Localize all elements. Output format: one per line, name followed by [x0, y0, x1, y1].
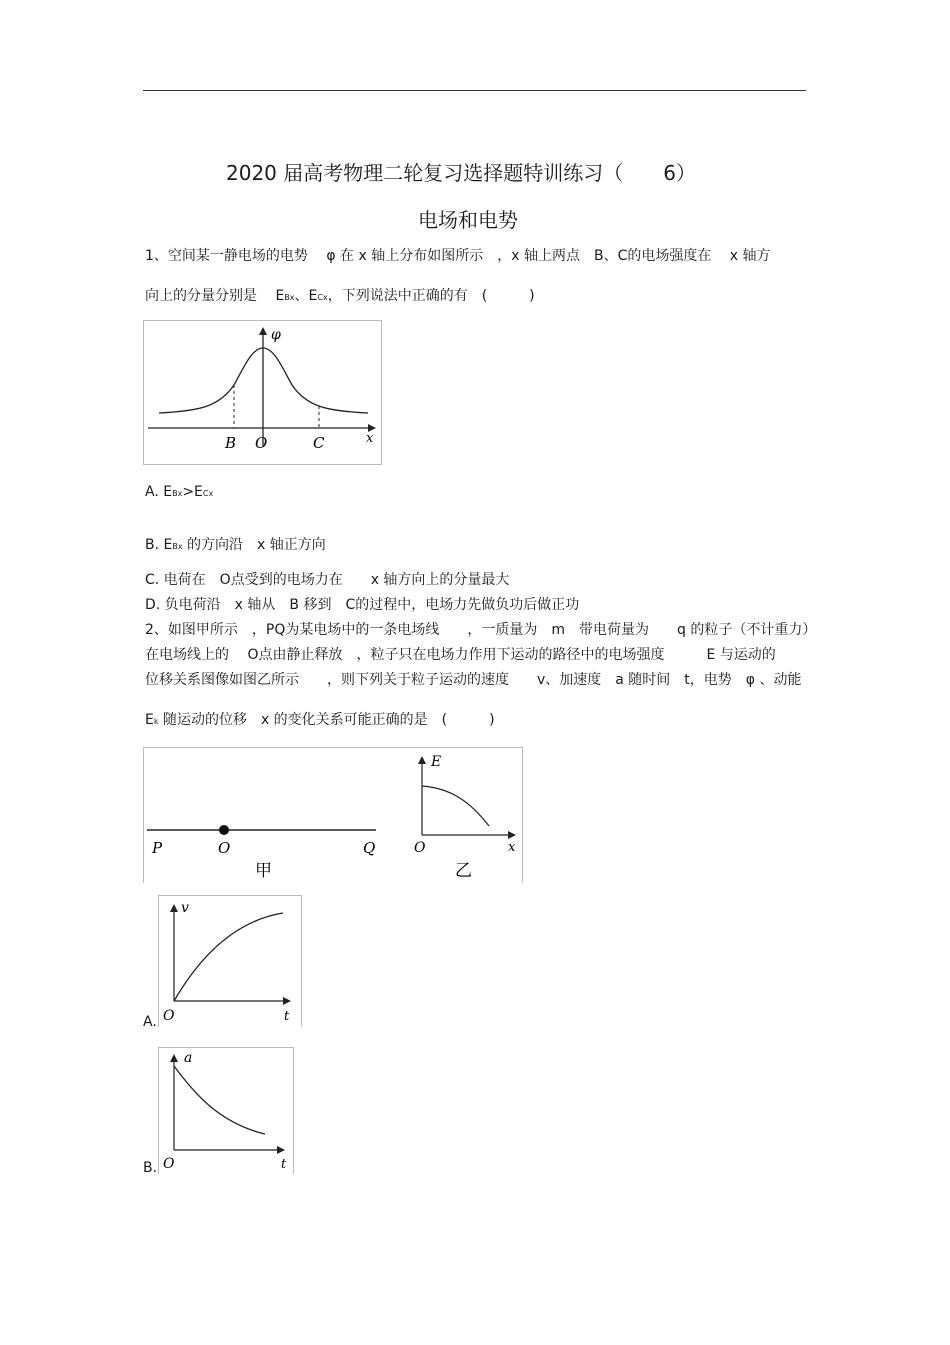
- q2-option-b-graph: [158, 1047, 294, 1174]
- q2-line-4: [145, 709, 495, 729]
- q1-tick-c: C: [313, 434, 325, 452]
- q2-jia-q-label: Q: [363, 839, 376, 857]
- q1-axis-phi-label: φ: [271, 327, 281, 343]
- q2-jia-o-label: O: [218, 839, 231, 857]
- q1-line-2-pre: 向上的分量分别是 E: [145, 288, 285, 304]
- q1-option-b-pre: B. E: [145, 537, 173, 553]
- q1-option-a-mid: >E: [182, 484, 203, 500]
- q2-yi-o-label: O: [414, 840, 426, 856]
- q1-line-2: [145, 285, 535, 305]
- q2-yi-caption: 乙: [455, 861, 472, 881]
- q1-option-a-sub-bx: Bx: [172, 489, 183, 498]
- q1-line-2-post: ，下列说法中正确的有 ( ): [327, 288, 535, 304]
- q1-line-1: 1、空间某一静电场的电势 φ 在 x 轴上分布如图所示 ，x 轴上两点 B、C的电场强度在 x 轴方: [145, 248, 771, 264]
- q2-option-a-graph: [158, 895, 302, 1027]
- q2-jia-caption: 甲: [255, 861, 272, 881]
- q2-line-3: 位移关系图像如图乙所示 ，则下列关于粒子运动的速度 v、加速度 a 随时间 t，电势 φ 、动能: [145, 672, 802, 688]
- q1-sub-cx: Cx: [317, 293, 328, 302]
- q2-line-4-pre: E: [145, 712, 154, 728]
- q2-option-a-label: A.: [143, 1014, 157, 1030]
- q2-sub-k: k: [153, 717, 159, 726]
- q2-yi-x-label: x: [508, 840, 516, 855]
- q1-option-d: D. 负电荷沿 x 轴从 B 移到 C的过程中，电场力先做负功后做正功: [145, 597, 580, 613]
- page-title: 2020 届高考物理二轮复习选择题特训练习（ 6）: [226, 161, 696, 185]
- q1-tick-b: B: [225, 434, 237, 452]
- q1-option-b-sub: Bx: [172, 542, 183, 551]
- q2-b-o-label: O: [163, 1156, 175, 1172]
- q1-option-b: [145, 534, 326, 554]
- q2-field-figure: [143, 747, 523, 883]
- header-rule: [143, 90, 806, 91]
- q2-b-t-label: t: [281, 1157, 287, 1172]
- q1-option-a-sub-cx: Cx: [202, 489, 214, 498]
- q2-yi-e-label: E: [431, 754, 442, 770]
- q1-option-c: C. 电荷在 O点受到的电场力在 x 轴方向上的分量最大: [145, 572, 510, 588]
- q1-tick-o: O: [255, 434, 268, 452]
- q1-line-2-mid: 、E: [294, 288, 318, 304]
- q2-line-4-post: 随运动的位移 x 的变化关系可能正确的是 ( ): [158, 712, 495, 728]
- q1-option-b-post: 的方向沿 x 轴正方向: [182, 537, 326, 553]
- q2-a-o-label: O: [163, 1008, 175, 1024]
- q1-option-a: [145, 484, 213, 500]
- q2-a-t-label: t: [284, 1009, 290, 1024]
- q1-potential-figure: [143, 320, 382, 465]
- q1-sub-bx: Bx: [284, 293, 295, 302]
- page-subtitle: 电场和电势: [418, 208, 518, 232]
- q1-axis-x-label: x: [366, 431, 374, 446]
- q1-option-a-pre: A. E: [145, 484, 173, 500]
- q2-line-1: 2、如图甲所示 ，PQ为某电场中的一条电场线 ，一质量为 m 带电荷量为 q 的粒子（不计重力）: [145, 622, 817, 638]
- q2-line-2: 在电场线上的 O点由静止释放 ，粒子只在电场力作用下运动的路径中的电场强度 E 与运动的: [145, 647, 776, 663]
- q2-b-a-label: a: [184, 1050, 193, 1066]
- q2-option-b-label: B.: [143, 1160, 158, 1176]
- q2-a-v-label: v: [181, 900, 189, 916]
- q2-jia-p-label: P: [152, 839, 163, 857]
